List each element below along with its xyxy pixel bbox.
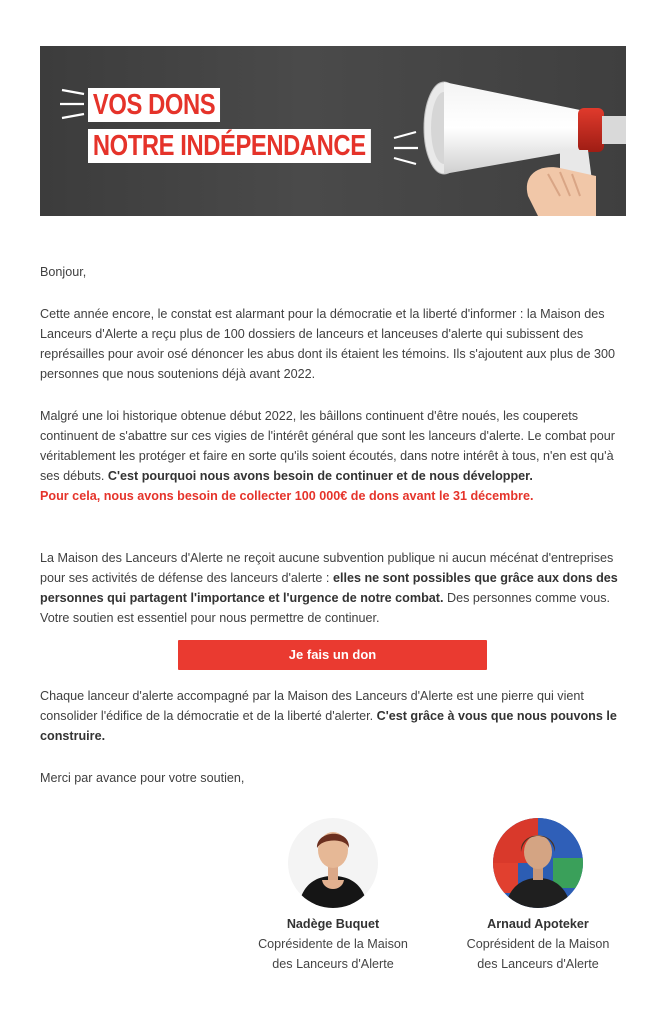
banner-title-line-2: NOTRE INDÉPENDANCE — [88, 129, 371, 163]
paragraph-1: Cette année encore, le constat est alarmant pour la démocratie et la liberté d'informer : la Maison des Lanceurs d'Alerte a reçu plus de 100 dossiers de lanceurs et lanceuses d'alerte qui subissent des représailles pour avoir osé dénoncer les abus dont ils étaient les témoins. Ils s'ajoutent aux plus de 300 personnes que nous soutenions déjà avant 2022. — [40, 307, 616, 381]
paragraph-3-tail: Des personnes comme vous. Votre soutien est essentiel pour nous permettre de continuer. — [40, 591, 611, 625]
signatory-role-line-2: des Lanceurs d'Alerte — [272, 957, 394, 971]
avatar — [493, 818, 583, 908]
signatory-role-line-1: Coprésident de la Maison — [466, 937, 610, 951]
banner-title-line-1: VOS DONS — [88, 88, 220, 122]
paragraph-3-text: La Maison des Lanceurs d'Alerte ne reçoit aucune subvention publique ni aucun mécénat d'entreprises pour ses activités de défense des lanceurs d'alerte : — [40, 551, 614, 585]
donate-button[interactable]: Je fais un don — [178, 640, 487, 670]
closing: Merci par avance pour votre soutien, — [40, 771, 245, 785]
signatory-role-line-2: des Lanceurs d'Alerte — [477, 957, 599, 971]
paragraph-3 — [40, 548, 630, 628]
person-photo-icon — [493, 818, 583, 908]
person-photo-icon — [288, 818, 378, 908]
signatory-name: Nadège Buquet — [286, 917, 380, 931]
signatory-name: Arnaud Apoteker — [487, 917, 589, 931]
signatory-2 — [448, 818, 628, 974]
paragraph-4-bold: C'est grâce à vous que nous pouvons le construire. — [40, 709, 617, 743]
paragraph-2 — [40, 406, 630, 506]
burst-lines-left-icon — [58, 84, 90, 124]
paragraph-4-text: Chaque lanceur d'alerte accompagné par la Maison des Lanceurs d'Alerte est une pierre qui vient consolider l'édifice de la démocratie et de la liberté d'alerter. — [40, 689, 584, 723]
paragraph-2-bold: C'est pourquoi nous avons besoin de continuer et de nous développer. — [107, 469, 533, 483]
fundraising-goal: Pour cela, nous avons besoin de collecter 100 000€ de dons avant le 31 décembre. — [40, 489, 534, 503]
greeting: Bonjour, — [40, 265, 87, 279]
paragraph-4 — [40, 686, 630, 746]
megaphone-icon — [410, 46, 626, 216]
hero-banner — [40, 46, 626, 216]
avatar — [288, 818, 378, 908]
signatory-role-line-1: Coprésidente de la Maison — [258, 937, 408, 951]
paragraph-2-text: Malgré une loi historique obtenue début 2022, les bâillons continuent d'être noués, les couperets continuent de s'abattre sur ces vigies de l'intérêt général que sont les lanceurs d'alerte. Le combat pour véritablement les protéger et faire en sorte qu'ils soient écoutés, dans notre intérêt à tous, n'en est qu'à ses débuts. — [40, 409, 615, 483]
paragraph-3-bold: elles ne sont possibles que grâce aux dons des personnes qui partagent l'importance et l'urgence de notre combat. — [40, 571, 618, 605]
signatory-1 — [243, 818, 423, 974]
